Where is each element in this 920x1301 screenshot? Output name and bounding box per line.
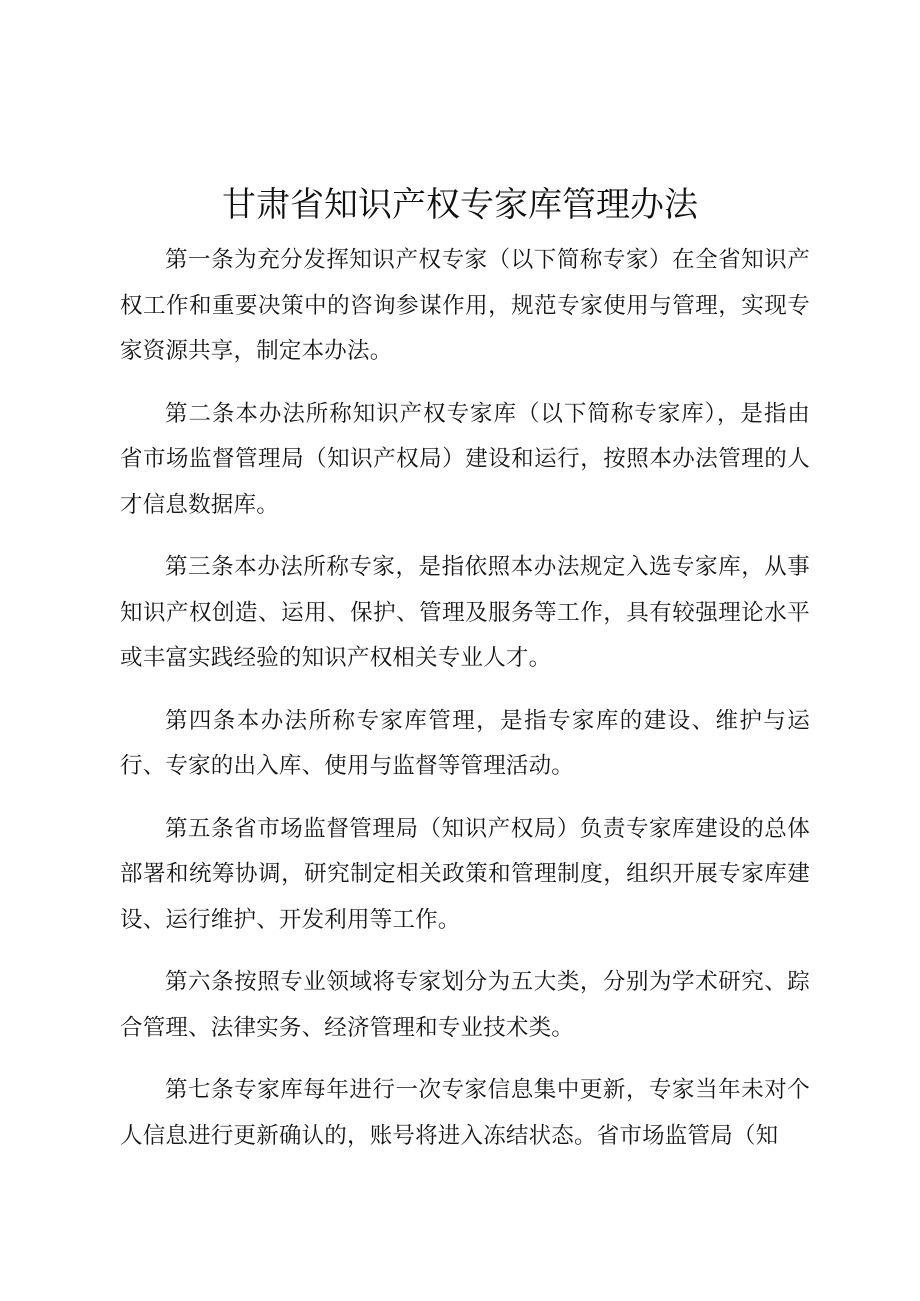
document-body <box>120 238 810 1176</box>
article-1-paragraph: 第一条为充分发挥知识产权专家（以下简称专家）在全省知识产权工作和重要决策中的咨询参谋作用，规范专家使用与管理，实现专家资源共享，制定本办法。 <box>120 247 810 364</box>
article-5-paragraph: 第五条省市场监督管理局（知识产权局）负责专家库建设的总体部署和统筹协调，研究制定相关政策和管理制度，组织开展专家库建设、运行维护、开发利用等工作。 <box>120 815 810 933</box>
article-4-paragraph: 第四条本办法所称专家库管理，是指专家库的建设、维护与运行、专家的出入库、使用与监督等管理活动。 <box>120 707 810 779</box>
article-6-paragraph: 第六条按照专业领域将专家划分为五大类，分别为学术研究、踪合管理、法律实务、经济管理和专业技术类。 <box>120 969 810 1041</box>
article-3-paragraph: 第三条本办法所称专家，是指依照本办法规定入选专家库，从事知识产权创造、运用、保护、管理及服务等工作，具有较强理论水平或丰富实践经验的知识产权相关专业人才。 <box>120 554 810 671</box>
article-2-paragraph: 第二条本办法所称知识产权专家库（以下简称专家库），是指由省市场监督管理局（知识产权局）建设和运行，按照本办法管理的人才信息数据库。 <box>120 400 810 518</box>
article-7-paragraph: 第七条专家库每年进行一次专家信息集中更新，专家当年未对个人信息进行更新确认的，账号将进入冻结状态。省市场监管局（知 <box>120 1077 810 1149</box>
document-title: 甘肃省知识产权专家库管理办法 <box>222 185 698 225</box>
